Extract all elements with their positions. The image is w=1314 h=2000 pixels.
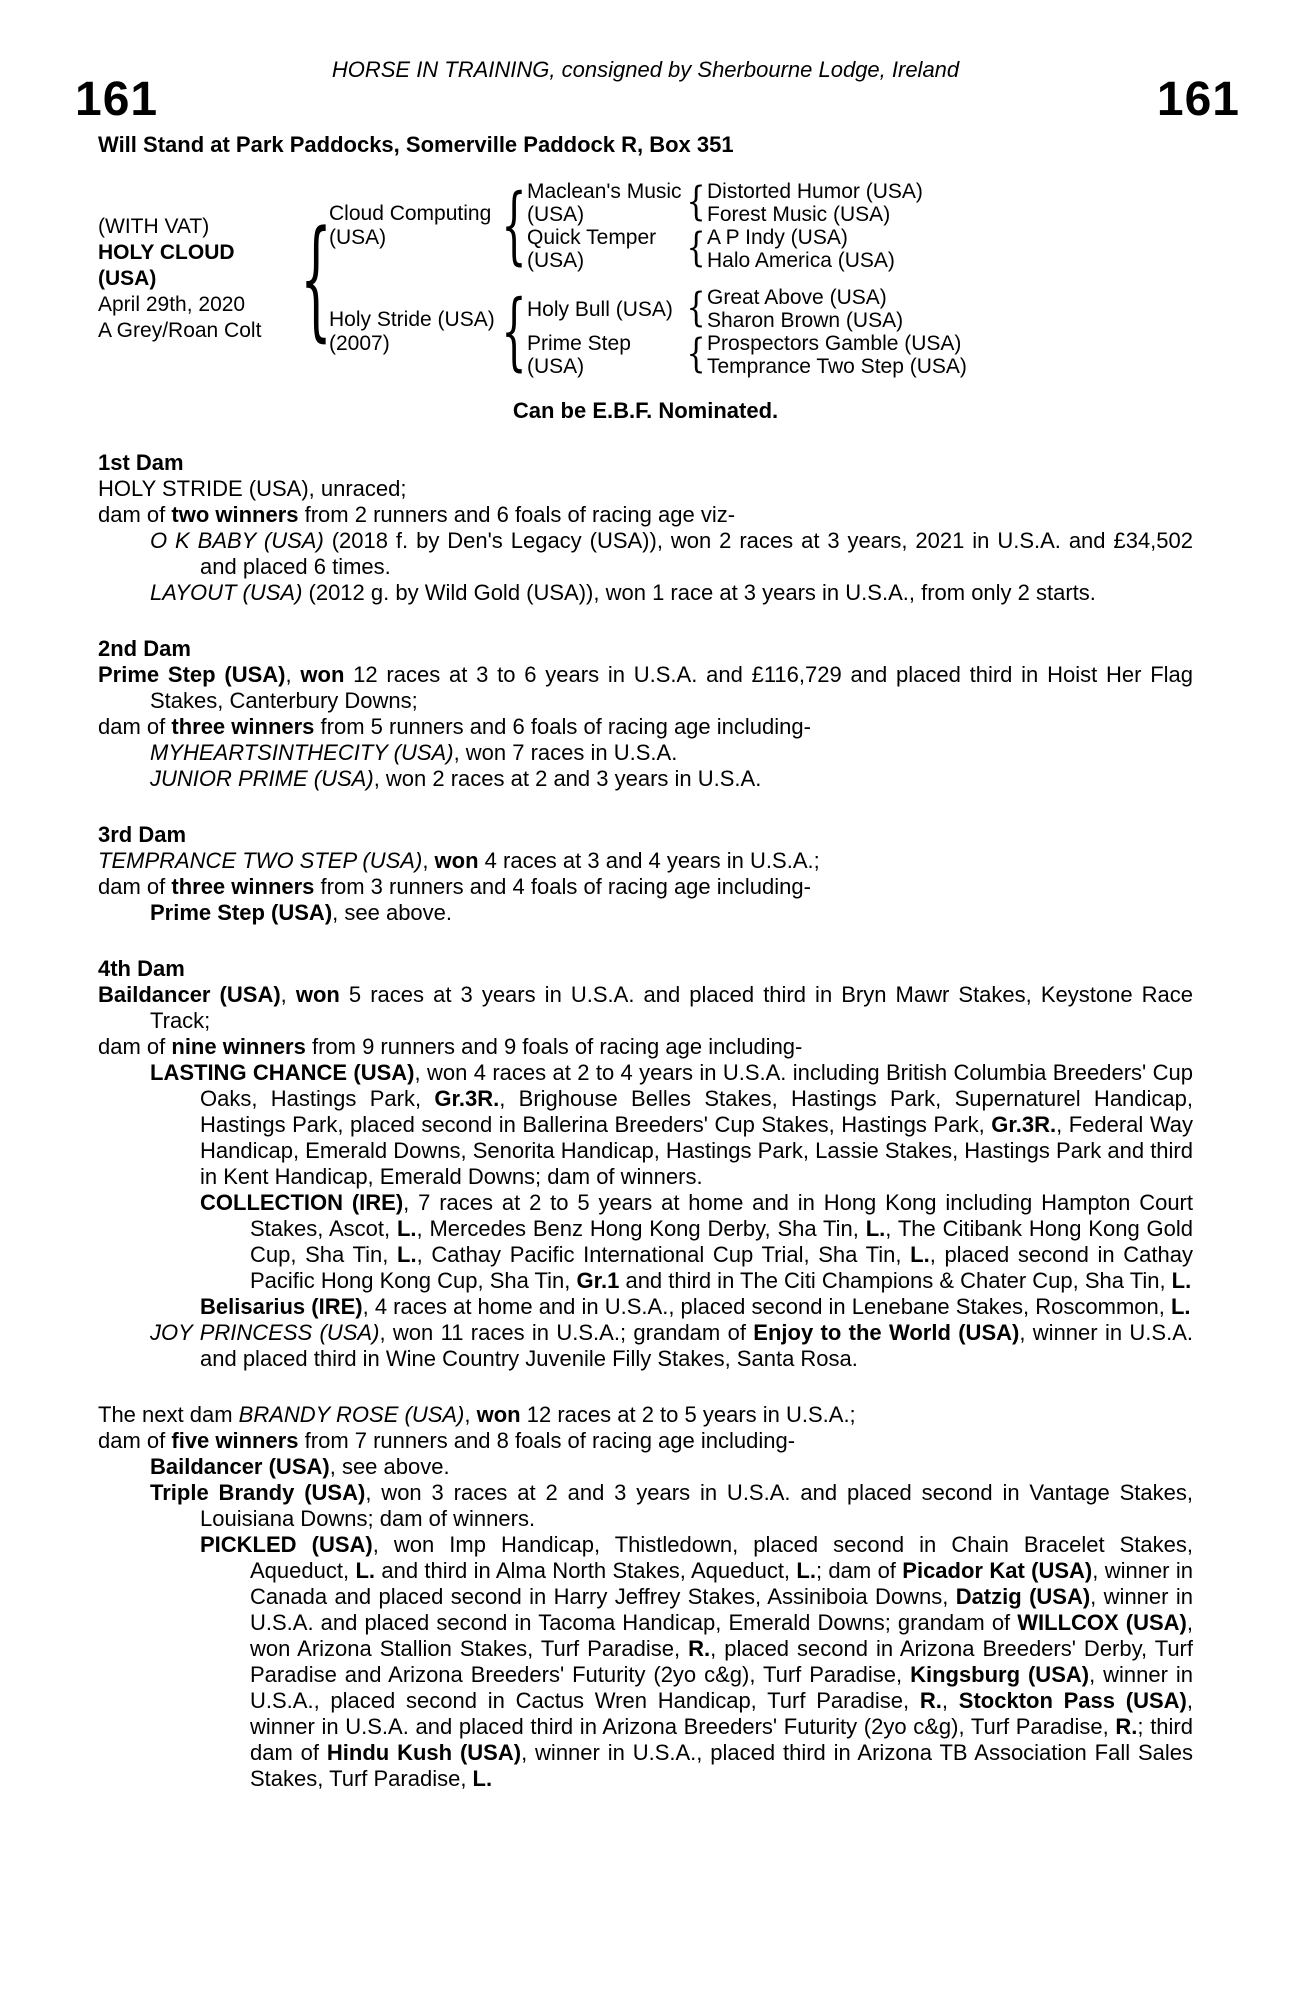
dam-section (98, 822, 1193, 926)
pedigree-paragraph: LASTING CHANCE (USA), won 4 races at 2 to 4 years in U.S.A. including British Columbia Breeders' Cup Oaks, Hastings Park, Gr.3R., Brighouse Belles Stakes, Hastings Park, Supernaturel Handicap, Hastings Park, placed second in Ballerina Breeders' Cup Stakes, Hastings Park, Gr.3R., Federal Way Handicap, Emerald Downs, Senorita Handicap, Hastings Park, Lassie Stakes, Hastings Park and third in Kent Handicap, Emerald Downs; dam of winners. (150, 1060, 1194, 1189)
horse-name: HOLY CLOUD (98, 241, 235, 264)
pedigree-paragraph: dam of nine winners from 9 runners and 9 foals of racing age including- (98, 1034, 803, 1059)
great-grandparent-name: Temprance Two Step (USA) (707, 355, 967, 378)
great-grandparents (707, 332, 967, 378)
brace-icon (685, 234, 707, 264)
grandparent-name: Maclean's Music (USA) (527, 180, 682, 226)
sire-grandparents (527, 180, 923, 272)
pedigree-paragraph: Baildancer (USA), see above. (150, 1454, 450, 1479)
nomination-line: Can be E.B.F. Nominated. (512, 398, 779, 423)
grandparent-unit (527, 180, 923, 226)
pedigree-paragraph: PICKLED (USA), won Imp Handicap, Thistledown, placed second in Chain Bracelet Stakes, Aqueduct, L. and third in Alma North Stakes, Aqueduct, L.; dam of Picador Kat (USA), winner in Canada and placed second in Harry Jeffrey Stakes, Assiniboia Downs, Datzig (USA), winner in U.S.A. and placed second in Tacoma Handicap, Emerald Downs; grandam of WILLCOX (USA), won Arizona Stallion Stakes, Turf Paradise, R., placed second in Arizona Breeders' Derby, Turf Paradise and Arizona Breeders' Futurity (2yo c&g), Turf Paradise, Kingsburg (USA), winner in U.S.A., placed second in Cactus Wren Handicap, Turf Paradise, R., Stockton Pass (USA), winner in U.S.A. and placed third in Arizona Breeders' Futurity (2yo c&g), Turf Paradise, R.; third dam of Hindu Kush (USA), winner in U.S.A., placed third in Arizona TB Association Fall Sales Stakes, Turf Paradise, L. (200, 1532, 1193, 1791)
dam-name: Holy Stride (USA) (2007) (329, 308, 495, 355)
foal-date: April 29th, 2020 (98, 293, 246, 316)
dam-section (98, 450, 1193, 606)
dam-section (98, 636, 1193, 792)
lot-row (75, 73, 1240, 126)
grandparent-unit (527, 286, 967, 332)
sire-branch (329, 180, 967, 272)
grandparent-name: Prime Step (USA) (527, 332, 631, 378)
grandparent-unit (527, 332, 967, 378)
pedigree-paragraph: Belisarius (IRE), 4 races at home and in U.S.A., placed second in Lenebane Stakes, Roscommon, L. (200, 1294, 1191, 1319)
pedigree-paragraph: dam of three winners from 5 runners and 6 foals of racing age including- (98, 714, 811, 739)
brace-icon (501, 312, 527, 352)
pedigree-paragraph: TEMPRANCE TWO STEP (USA), won 4 races at 3 and 4 years in U.S.A.; (98, 848, 820, 873)
brace-icon (501, 206, 527, 246)
dam-section (98, 1402, 1193, 1792)
pedigree-paragraph: JUNIOR PRIME (USA), won 2 races at 2 and 3 years in U.S.A. (150, 766, 762, 791)
pedigree-paragraph: Baildancer (USA), won 5 races at 3 years in U.S.A. and placed third in Bryn Mawr Stakes, Keystone Race Track; (98, 982, 1193, 1033)
grandparent-name: Holy Bull (USA) (527, 297, 673, 321)
horse-details (98, 214, 303, 344)
dam-sections (98, 450, 1193, 1792)
pedigree-paragraph: COLLECTION (IRE), 7 races at 2 to 5 years at home and in Hong Kong including Hampton Court Stakes, Ascot, L., Mercedes Benz Hong Kong Derby, Sha Tin, L., The Citibank Hong Kong Gold Cup, Sha Tin, L., Cathay Pacific International Cup Trial, Sha Tin, L., placed second in Cathay Pacific Hong Kong Cup, Sha Tin, Gr.1 and third in The Citi Champions & Chater Cup, Sha Tin, L. (200, 1190, 1193, 1293)
section-heading: 2nd Dam (98, 636, 191, 661)
pedigree-paragraph: O K BABY (USA) (2018 f. by Den's Legacy (USA)), won 2 races at 3 years, 2021 in U.S.A. and £34,502 and placed 6 times. (150, 528, 1193, 579)
pedigree-paragraph: JOY PRINCESS (USA), won 11 races in U.S.A.; grandam of Enjoy to the World (USA), winner in U.S.A. and placed third in Wine Country Juvenile Filly Stakes, Santa Rosa. (150, 1320, 1193, 1371)
lot-number-right: 161 (1156, 73, 1240, 126)
dam-section (98, 956, 1193, 1372)
grandparent-name: Quick Temper (USA) (527, 226, 657, 272)
sire-name: Cloud Computing (USA) (329, 202, 492, 249)
dam-grandparents (527, 286, 967, 378)
great-grandparents (707, 226, 895, 272)
great-grandparents (707, 286, 903, 332)
grandparent-unit (527, 226, 923, 272)
pedigree-paragraph: Triple Brandy (USA), won 3 races at 2 and 3 years in U.S.A. and placed second in Vantage Stakes, Louisiana Downs; dam of winners. (150, 1480, 1193, 1531)
great-grandparent-name: Forest Music (USA) (707, 203, 891, 226)
pedigree-paragraph: The next dam BRANDY ROSE (USA), won 12 races at 2 to 5 years in U.S.A.; (98, 1402, 856, 1427)
horse-country: (USA) (98, 267, 157, 290)
great-grandparent-name: Halo America (USA) (707, 249, 895, 272)
pedigree-paragraph: Prime Step (USA), won 12 races at 3 to 6 years in U.S.A. and £116,729 and placed third in Hoist Her Flag Stakes, Canterbury Downs; (98, 662, 1193, 713)
pedigree-table (98, 180, 1193, 378)
consignor-line: HORSE IN TRAINING, consigned by Sherbourne Lodge, Ireland (331, 57, 960, 82)
brace-icon (685, 294, 707, 324)
brace-icon (685, 188, 707, 218)
pedigree-paragraph: dam of three winners from 3 runners and 4 foals of racing age including- (98, 874, 811, 899)
great-grandparent-name: A P Indy (USA) (707, 226, 848, 249)
great-grandparents (707, 180, 923, 226)
great-grandparent-name: Distorted Humor (USA) (707, 180, 923, 203)
brace-icon (303, 254, 329, 304)
pedigree-paragraph: Prime Step (USA), see above. (150, 900, 453, 925)
pedigree-tree (329, 180, 967, 378)
stand-location-line: Will Stand at Park Paddocks, Somerville Paddock R, Box 351 (98, 132, 734, 157)
pedigree-paragraph: dam of two winners from 2 runners and 6 foals of racing age viz- (98, 502, 736, 527)
pedigree-paragraph: HOLY STRIDE (USA), unraced; (98, 476, 407, 501)
great-grandparent-name: Prospectors Gamble (USA) (707, 332, 962, 355)
horse-description: A Grey/Roan Colt (98, 319, 262, 342)
pedigree-paragraph: MYHEARTSINTHECITY (USA), won 7 races in U.S.A. (150, 740, 678, 765)
dam-branch (329, 286, 967, 378)
section-heading: 3rd Dam (98, 822, 187, 847)
section-heading: 4th Dam (98, 956, 185, 981)
pedigree-paragraph: LAYOUT (USA) (2012 g. by Wild Gold (USA)), won 1 race at 3 years in U.S.A., from only 2 starts. (150, 580, 1096, 605)
pedigree-paragraph: dam of five winners from 7 runners and 8 foals of racing age including- (98, 1428, 796, 1453)
catalogue-page (75, 0, 1240, 1792)
brace-icon (685, 340, 707, 370)
vat-note: (WITH VAT) (98, 215, 210, 238)
great-grandparent-name: Great Above (USA) (707, 286, 887, 309)
section-heading: 1st Dam (98, 450, 184, 475)
great-grandparent-name: Sharon Brown (USA) (707, 309, 904, 332)
lot-number-left: 161 (75, 73, 159, 126)
